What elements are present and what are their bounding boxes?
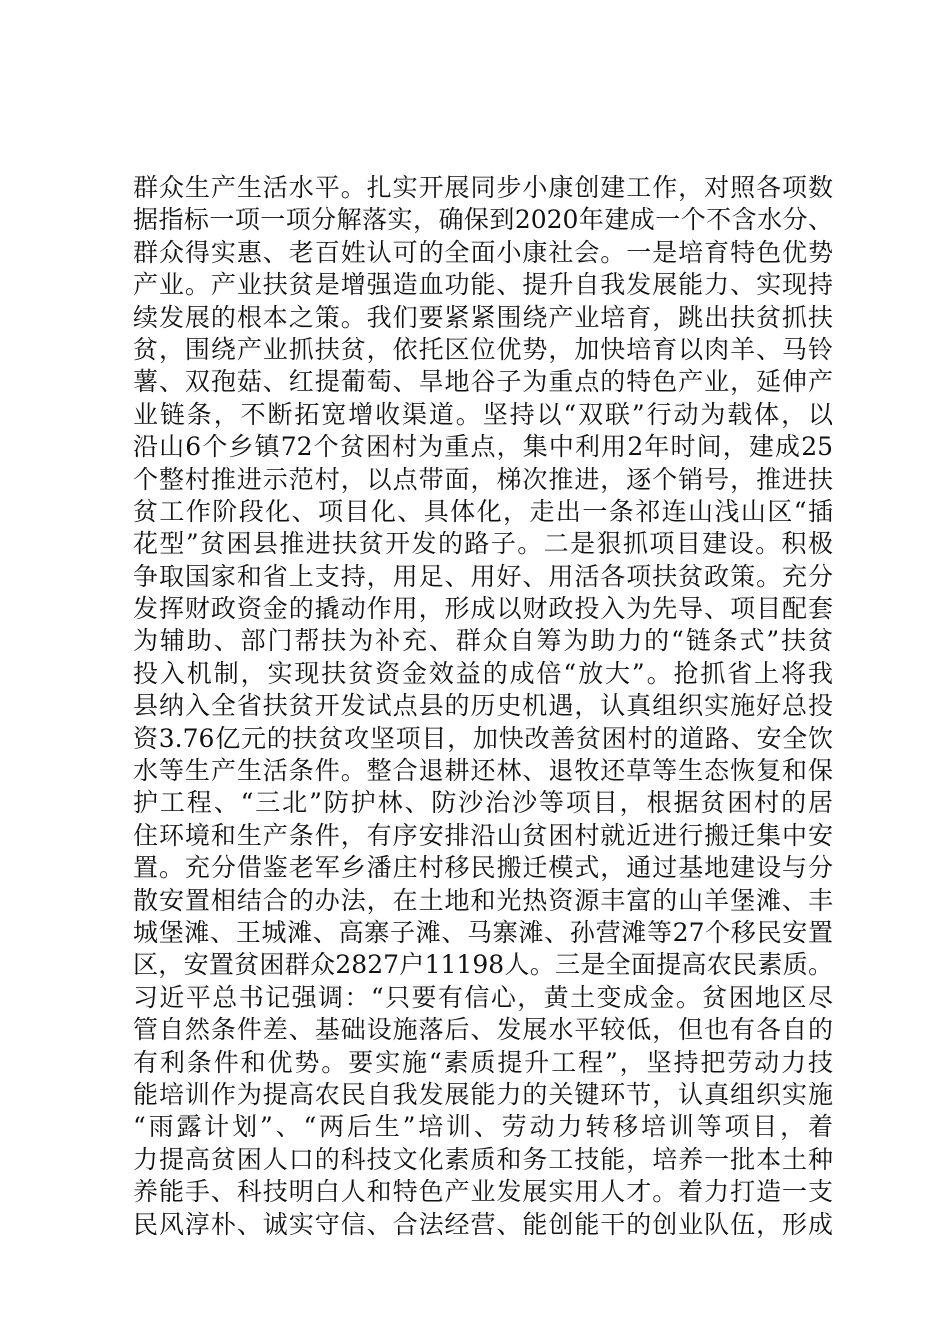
text-line: 资3.76亿元的扶贫攻坚项目，加快改善贫困村的道路、安全饮 bbox=[133, 723, 833, 753]
text-line: 发挥财政资金的撬动作用，形成以财政投入为先导、项目配套 bbox=[133, 594, 833, 624]
text-line: 群众生产生活水平。扎实开展同步小康创建工作，对照各项数 bbox=[133, 173, 833, 202]
text-line: 花型”贫困县推进扶贫开发的路子。二是狠抓项目建设。积极 bbox=[133, 529, 833, 559]
text-line: 业链条，不断拓宽增收渠道。坚持以“双联”行动为载体，以 bbox=[133, 399, 833, 429]
text-line: 为辅助、部门帮扶为补充、群众自筹为助力的“链条式”扶贫 bbox=[133, 626, 833, 656]
text-line: 续发展的根本之策。我们要紧紧围绕产业培育，跳出扶贫抓扶 bbox=[133, 302, 833, 332]
text-line: 管自然条件差、基础设施落后、发展水平较低，但也有各自的 bbox=[133, 1015, 833, 1045]
text-line: 县纳入全省扶贫开发试点县的历史机遇，认真组织实施好总投 bbox=[133, 691, 833, 721]
text-line: 贫，围绕产业抓扶贫，依托区位优势，加快培育以肉羊、马铃 bbox=[133, 334, 833, 364]
text-line: 力提高贫困人口的科技文化素质和务工技能，培养一批本土种 bbox=[133, 1144, 833, 1174]
text-line: 群众得实惠、老百姓认可的全面小康社会。一是培育特色优势 bbox=[133, 237, 833, 267]
text-line: 争取国家和省上支持，用足、用好、用活各项扶贫政策。充分 bbox=[133, 561, 833, 591]
body-text bbox=[133, 172, 833, 1241]
text-line: 有利条件和优势。要实施“素质提升工程”，坚持把劳动力技 bbox=[133, 1047, 833, 1077]
text-line: 民风淳朴、诚实守信、合法经营、能创能干的创业队伍，形成 bbox=[133, 1209, 833, 1239]
text-line: 个整村推进示范村，以点带面，梯次推进，逐个销号，推进扶 bbox=[133, 464, 833, 494]
text-line: 散安置相结合的办法，在土地和光热资源丰富的山羊堡滩、丰 bbox=[133, 885, 833, 915]
text-line: 贫工作阶段化、项目化、具体化，走出一条祁连山浅山区“插 bbox=[133, 496, 833, 526]
text-line: 能培训作为提高农民自我发展能力的关键环节，认真组织实施 bbox=[133, 1079, 833, 1109]
text-line: 习近平总书记强调：“只要有信心，黄土变成金。贫困地区尽 bbox=[133, 982, 833, 1012]
text-line: 水等生产生活条件。整合退耕还林、退牧还草等生态恢复和保 bbox=[133, 756, 833, 786]
text-line: 养能手、科技明白人和特色产业发展实用人才。着力打造一支 bbox=[133, 1177, 833, 1207]
text-line: 置。充分借鉴老军乡潘庄村移民搬迁模式，通过基地建设与分 bbox=[133, 853, 833, 883]
text-line: 区，安置贫困群众2827户11198人。三是全面提高农民素质。 bbox=[133, 950, 833, 980]
text-line: 据指标一项一项分解落实，确保到2020年建成一个不含水分、 bbox=[133, 205, 833, 235]
text-line: 护工程、“三北”防护林、防沙治沙等项目，根据贫困村的居 bbox=[133, 788, 833, 818]
text-line: 城堡滩、王城滩、高寨子滩、马寨滩、孙营滩等27个移民安置 bbox=[133, 917, 833, 947]
text-line: 沿山6个乡镇72个贫困村为重点，集中利用2年时间，建成25 bbox=[133, 432, 833, 462]
text-line: 投入机制，实现扶贫资金效益的成倍“放大”。抢抓省上将我 bbox=[133, 658, 833, 688]
text-line: “雨露计划”、“两后生”培训、劳动力转移培训等项目，着 bbox=[133, 1112, 833, 1142]
text-line: 产业。产业扶贫是增强造血功能、提升自我发展能力、实现持 bbox=[133, 270, 833, 300]
text-line: 薯、双孢菇、红提葡萄、旱地谷子为重点的特色产业，延伸产 bbox=[133, 367, 833, 397]
text-line: 住环境和生产条件，有序安排沿山贫困村就近进行搬迁集中安 bbox=[133, 820, 833, 850]
